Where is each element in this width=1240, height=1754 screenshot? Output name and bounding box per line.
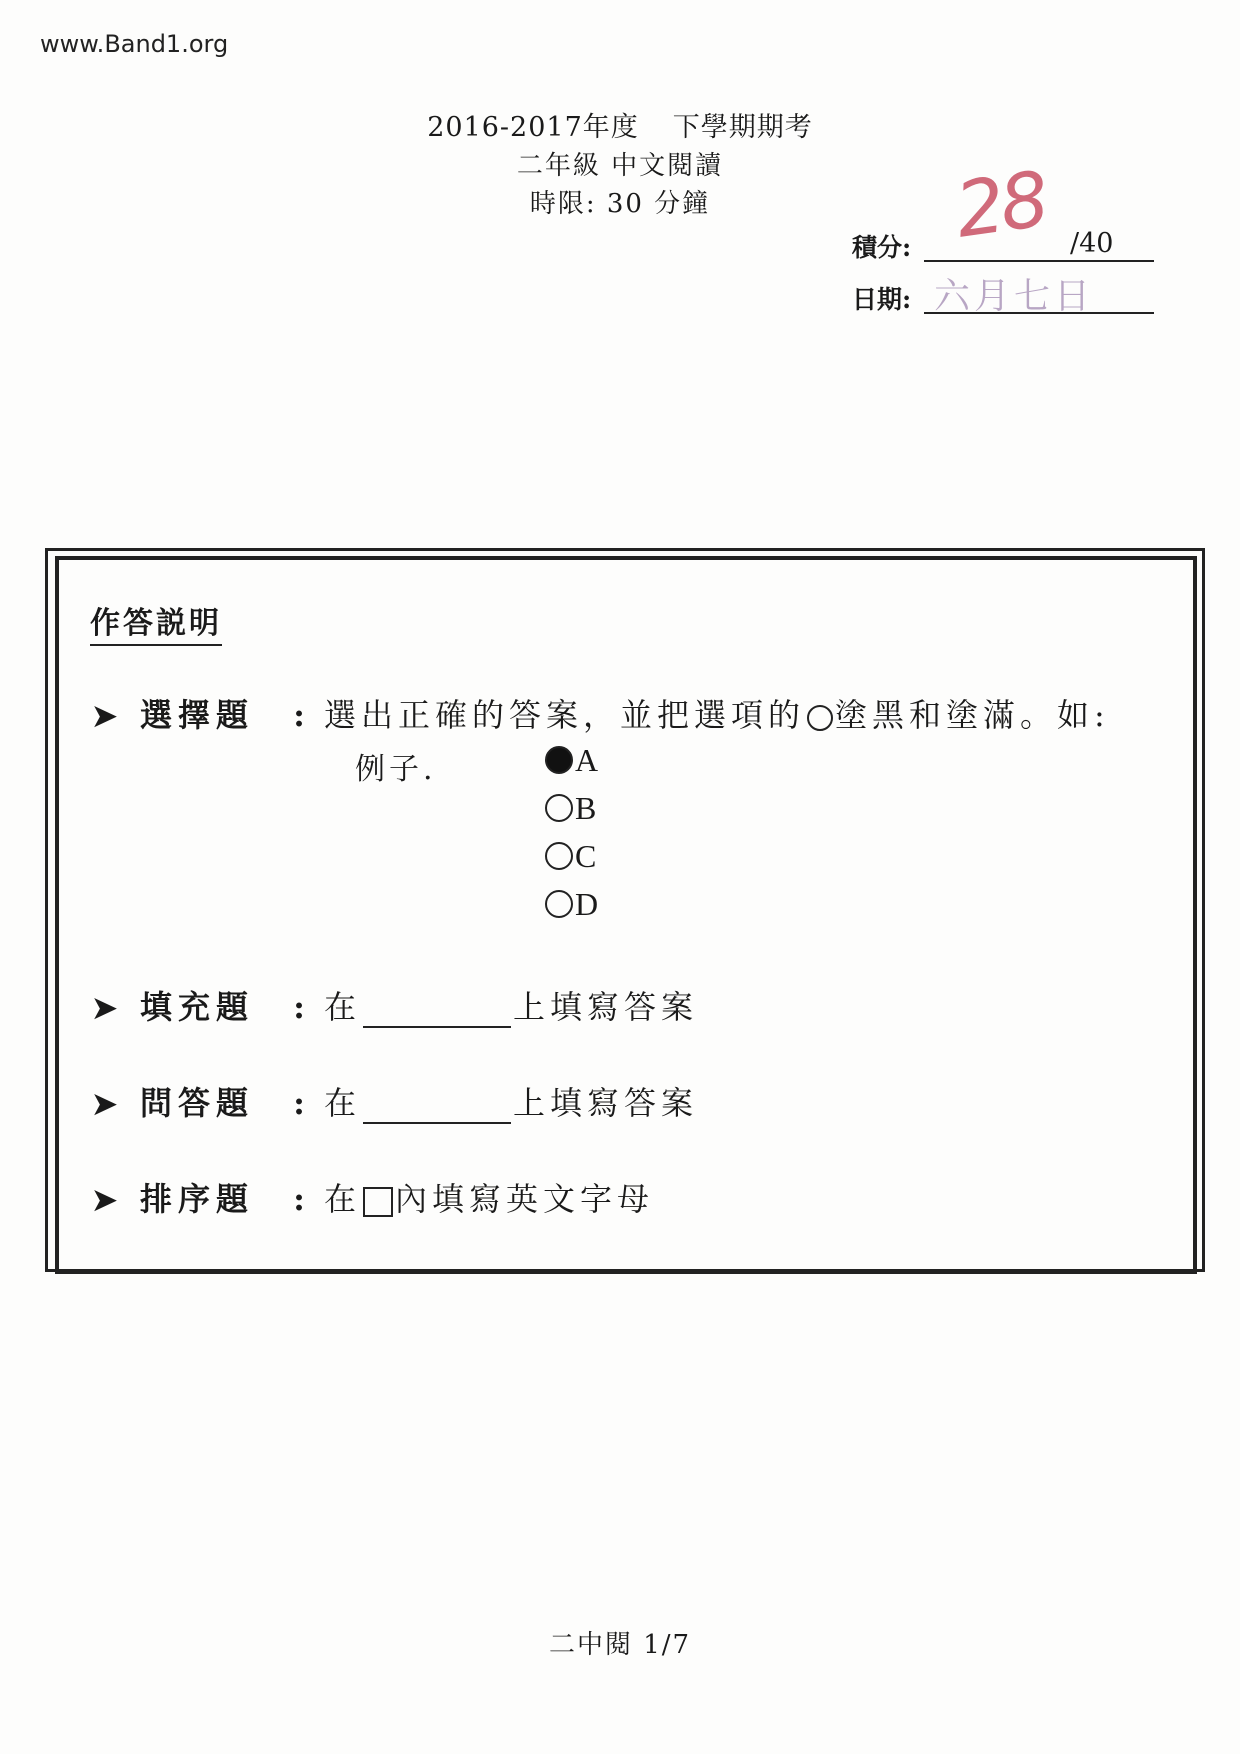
fill-label: 填充題: [140, 988, 255, 1026]
date-label: 日期:: [852, 285, 912, 314]
fill-desc-after: 上填寫答案: [513, 988, 699, 1026]
option-letter: C: [575, 838, 597, 874]
example-option-d: [545, 886, 598, 923]
page-footer: 二中閱 1/7: [548, 1630, 692, 1660]
filled-circle-icon: [545, 746, 573, 774]
option-letter: A: [575, 742, 599, 778]
instructions-title: 作答説明: [90, 598, 222, 646]
order-colon: :: [293, 1180, 311, 1218]
mcq-desc-before: 選出正確的答案，並把選項的: [324, 696, 806, 734]
score-label: 積分:: [852, 233, 912, 262]
empty-circle-icon: [545, 794, 573, 822]
arrow-bullet-icon: ➤: [92, 1087, 124, 1122]
instructions-box: [55, 556, 1197, 1274]
option-letter: D: [575, 886, 599, 922]
arrow-bullet-icon: ➤: [92, 699, 124, 734]
instruction-order: [92, 1174, 654, 1220]
blank-line: [363, 996, 511, 1028]
empty-circle-icon: [545, 842, 573, 870]
mcq-label: 選擇題: [140, 696, 255, 734]
score-row: [852, 228, 911, 264]
instruction-mcq: [92, 690, 1110, 736]
fill-colon: :: [293, 988, 311, 1026]
score-value: 28: [950, 154, 1051, 255]
example-label: 例子.: [355, 752, 437, 787]
watermark: www.Band1.org: [40, 30, 229, 58]
exam-term: 下學期期考: [672, 112, 813, 143]
mcq-desc-after: 塗黑和塗滿。如:: [835, 696, 1110, 734]
arrow-bullet-icon: ➤: [92, 991, 124, 1026]
square-box-icon: [363, 1187, 393, 1217]
blank-line: [363, 1092, 511, 1124]
qa-desc-before: 在: [324, 1084, 362, 1122]
instruction-qa: [92, 1078, 698, 1124]
fill-desc-before: 在: [324, 988, 362, 1026]
order-desc-before: 在: [324, 1180, 362, 1218]
score-line: [924, 260, 1154, 262]
date-value: 六月七日: [934, 276, 1095, 317]
order-desc-after: 內填寫英文字母: [395, 1180, 655, 1218]
order-label: 排序題: [140, 1180, 255, 1218]
exam-year: 2016-2017年度: [427, 112, 639, 143]
example-option-b: [545, 790, 596, 827]
mcq-colon: :: [293, 696, 311, 734]
arrow-bullet-icon: ➤: [92, 1183, 124, 1218]
example-option-c: [545, 838, 596, 875]
qa-colon: :: [293, 1084, 311, 1122]
exam-title: [0, 105, 1240, 144]
empty-circle-icon: [545, 890, 573, 918]
qa-desc-after: 上填寫答案: [513, 1084, 699, 1122]
example-option-a: [545, 742, 598, 779]
circle-icon: [807, 705, 833, 731]
exam-subject: 二年級 中文閱讀: [516, 151, 724, 181]
instruction-fill: [92, 982, 698, 1028]
exam-time-limit: 時限: 30 分鐘: [529, 189, 711, 219]
option-letter: B: [575, 790, 597, 826]
score-total: /40: [1070, 228, 1114, 259]
date-row: [852, 280, 911, 316]
qa-label: 問答題: [140, 1084, 255, 1122]
